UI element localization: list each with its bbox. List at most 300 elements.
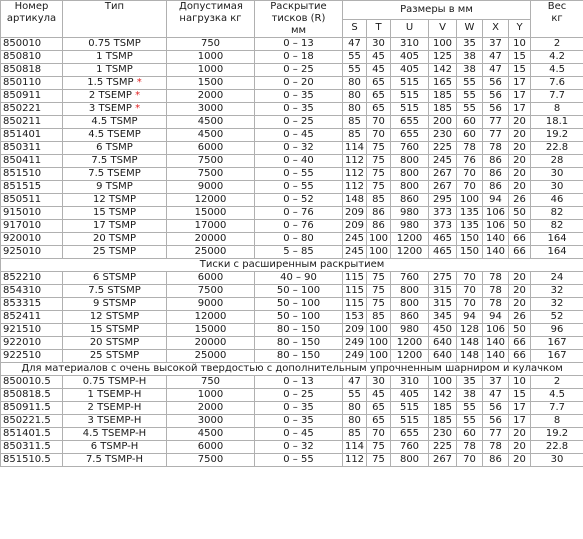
type-label: 4.5 TSEMP bbox=[88, 129, 141, 140]
footnote-star: * bbox=[136, 77, 142, 88]
dim-cell-x: 78 bbox=[483, 272, 509, 285]
opening-cell: 0 – 40 bbox=[255, 155, 343, 168]
dim-cell-t: 75 bbox=[367, 441, 391, 454]
dim-cell-u: 515 bbox=[391, 415, 429, 428]
dim-cell-x: 140 bbox=[483, 246, 509, 259]
dim-cell-u: 405 bbox=[391, 389, 429, 402]
table-row bbox=[1, 116, 583, 129]
weight-cell: 19.2 bbox=[531, 428, 583, 441]
type-cell bbox=[63, 155, 167, 168]
load-cell: 7500 bbox=[167, 285, 255, 298]
table-row bbox=[1, 272, 583, 285]
dim-cell-t: 86 bbox=[367, 207, 391, 220]
weight-cell: 24 bbox=[531, 272, 583, 285]
dim-cell-x: 56 bbox=[483, 415, 509, 428]
header-load: Допустимая нагрузка кг bbox=[167, 1, 255, 38]
dim-cell-t: 85 bbox=[367, 194, 391, 207]
article-cell: 850810 bbox=[1, 51, 63, 64]
dim-cell-t: 100 bbox=[367, 337, 391, 350]
dim-cell-y: 20 bbox=[509, 142, 531, 155]
dim-cell-x: 56 bbox=[483, 402, 509, 415]
dim-cell-w: 55 bbox=[457, 90, 483, 103]
dim-cell-s: 115 bbox=[343, 272, 367, 285]
opening-cell: 0 – 80 bbox=[255, 233, 343, 246]
dim-cell-x: 106 bbox=[483, 220, 509, 233]
type-label: 1 TSEMP-H bbox=[87, 389, 142, 400]
load-cell: 12000 bbox=[167, 311, 255, 324]
dim-cell-y: 20 bbox=[509, 129, 531, 142]
load-cell: 6000 bbox=[167, 272, 255, 285]
type-cell bbox=[63, 90, 167, 103]
article-cell: 850511 bbox=[1, 194, 63, 207]
article-cell: 925010 bbox=[1, 246, 63, 259]
dim-cell-u: 310 bbox=[391, 376, 429, 389]
dim-cell-s: 112 bbox=[343, 168, 367, 181]
type-label: 25 STSMP bbox=[89, 350, 140, 361]
table-row bbox=[1, 376, 583, 389]
type-cell bbox=[63, 324, 167, 337]
dim-cell-s: 249 bbox=[343, 337, 367, 350]
dim-cell-v: 275 bbox=[429, 272, 457, 285]
dim-cell-x: 106 bbox=[483, 207, 509, 220]
load-cell: 3000 bbox=[167, 415, 255, 428]
dim-cell-t: 100 bbox=[367, 233, 391, 246]
dim-cell-s: 148 bbox=[343, 194, 367, 207]
opening-cell: 0 – 18 bbox=[255, 51, 343, 64]
dim-cell-t: 70 bbox=[367, 129, 391, 142]
article-cell: 851401 bbox=[1, 129, 63, 142]
dim-cell-v: 185 bbox=[429, 103, 457, 116]
table-row bbox=[1, 207, 583, 220]
dim-cell-u: 860 bbox=[391, 311, 429, 324]
weight-cell: 4.5 bbox=[531, 389, 583, 402]
table-row bbox=[1, 103, 583, 116]
dim-cell-t: 75 bbox=[367, 142, 391, 155]
type-cell bbox=[63, 181, 167, 194]
header-dim-t: T bbox=[367, 19, 391, 38]
dim-cell-w: 100 bbox=[457, 194, 483, 207]
opening-cell: 0 – 45 bbox=[255, 129, 343, 142]
dim-cell-v: 315 bbox=[429, 285, 457, 298]
load-cell: 6000 bbox=[167, 441, 255, 454]
dim-cell-v: 267 bbox=[429, 168, 457, 181]
table-row bbox=[1, 51, 583, 64]
load-cell: 4500 bbox=[167, 129, 255, 142]
dim-cell-x: 106 bbox=[483, 324, 509, 337]
dim-cell-w: 135 bbox=[457, 220, 483, 233]
dim-cell-v: 142 bbox=[429, 389, 457, 402]
dim-cell-s: 55 bbox=[343, 64, 367, 77]
type-label: 20 STSMP bbox=[89, 337, 140, 348]
type-cell bbox=[63, 220, 167, 233]
table-row bbox=[1, 142, 583, 155]
type-label: 3 TSEMP-H bbox=[87, 415, 142, 426]
opening-cell: 0 – 13 bbox=[255, 38, 343, 51]
dim-cell-w: 70 bbox=[457, 181, 483, 194]
dim-cell-x: 78 bbox=[483, 142, 509, 155]
header-dim-x: X bbox=[483, 19, 509, 38]
dim-cell-y: 17 bbox=[509, 402, 531, 415]
weight-cell: 167 bbox=[531, 337, 583, 350]
dim-cell-w: 78 bbox=[457, 142, 483, 155]
dim-cell-u: 800 bbox=[391, 454, 429, 467]
weight-cell: 167 bbox=[531, 350, 583, 363]
dim-cell-t: 70 bbox=[367, 428, 391, 441]
opening-cell: 0 – 32 bbox=[255, 441, 343, 454]
dim-cell-y: 66 bbox=[509, 350, 531, 363]
table-row bbox=[1, 64, 583, 77]
load-cell: 9000 bbox=[167, 298, 255, 311]
dim-cell-x: 140 bbox=[483, 350, 509, 363]
opening-cell: 0 – 13 bbox=[255, 376, 343, 389]
dim-cell-u: 655 bbox=[391, 129, 429, 142]
dim-cell-u: 655 bbox=[391, 428, 429, 441]
dim-cell-u: 515 bbox=[391, 77, 429, 90]
dim-cell-y: 20 bbox=[509, 272, 531, 285]
load-cell: 20000 bbox=[167, 337, 255, 350]
load-cell: 15000 bbox=[167, 324, 255, 337]
weight-cell: 32 bbox=[531, 285, 583, 298]
dim-cell-y: 10 bbox=[509, 38, 531, 51]
dim-cell-w: 70 bbox=[457, 285, 483, 298]
load-cell: 20000 bbox=[167, 233, 255, 246]
dim-cell-v: 142 bbox=[429, 64, 457, 77]
type-cell bbox=[63, 311, 167, 324]
dim-cell-t: 70 bbox=[367, 116, 391, 129]
dim-cell-s: 85 bbox=[343, 116, 367, 129]
type-cell bbox=[63, 337, 167, 350]
dim-cell-w: 35 bbox=[457, 38, 483, 51]
load-cell: 1500 bbox=[167, 77, 255, 90]
load-cell: 4500 bbox=[167, 428, 255, 441]
dim-cell-t: 65 bbox=[367, 77, 391, 90]
type-label: 2 TSEMP-H bbox=[87, 402, 142, 413]
type-cell bbox=[63, 233, 167, 246]
dim-cell-s: 115 bbox=[343, 285, 367, 298]
weight-cell: 30 bbox=[531, 168, 583, 181]
dim-cell-w: 76 bbox=[457, 155, 483, 168]
article-cell: 850911.5 bbox=[1, 402, 63, 415]
dim-cell-w: 150 bbox=[457, 246, 483, 259]
dim-cell-v: 373 bbox=[429, 220, 457, 233]
dim-cell-w: 55 bbox=[457, 77, 483, 90]
article-cell: 922510 bbox=[1, 350, 63, 363]
dim-cell-x: 140 bbox=[483, 337, 509, 350]
dim-cell-x: 56 bbox=[483, 77, 509, 90]
header-dimensions: Размеры в мм bbox=[343, 1, 531, 20]
opening-cell: 50 – 100 bbox=[255, 298, 343, 311]
dim-cell-t: 75 bbox=[367, 181, 391, 194]
opening-cell: 50 – 100 bbox=[255, 285, 343, 298]
type-label: 17 TSMP bbox=[92, 220, 137, 231]
weight-cell: 164 bbox=[531, 246, 583, 259]
type-label: 1 TSMP bbox=[96, 64, 133, 75]
weight-cell: 2 bbox=[531, 38, 583, 51]
table-row bbox=[1, 402, 583, 415]
dim-cell-u: 860 bbox=[391, 194, 429, 207]
header-dim-v: V bbox=[429, 19, 457, 38]
dim-cell-y: 50 bbox=[509, 220, 531, 233]
dim-cell-u: 655 bbox=[391, 116, 429, 129]
dim-cell-x: 47 bbox=[483, 389, 509, 402]
dim-cell-y: 20 bbox=[509, 155, 531, 168]
dim-cell-s: 112 bbox=[343, 155, 367, 168]
dim-cell-s: 114 bbox=[343, 142, 367, 155]
dim-cell-y: 17 bbox=[509, 77, 531, 90]
dim-cell-v: 100 bbox=[429, 376, 457, 389]
type-cell bbox=[63, 246, 167, 259]
dim-cell-x: 56 bbox=[483, 90, 509, 103]
weight-cell: 7.7 bbox=[531, 402, 583, 415]
dim-cell-v: 315 bbox=[429, 298, 457, 311]
table-row bbox=[1, 194, 583, 207]
type-label: 7.5 TSMP-H bbox=[85, 454, 144, 465]
dim-cell-v: 185 bbox=[429, 90, 457, 103]
dim-cell-v: 245 bbox=[429, 155, 457, 168]
type-cell bbox=[63, 428, 167, 441]
type-label: 1.5 TSMP bbox=[87, 77, 134, 88]
dim-cell-u: 800 bbox=[391, 181, 429, 194]
table-row bbox=[1, 415, 583, 428]
section-extended-label: Тиски с расширенным раскрытием bbox=[1, 259, 583, 272]
dim-cell-t: 100 bbox=[367, 324, 391, 337]
dim-cell-s: 85 bbox=[343, 129, 367, 142]
load-cell: 1000 bbox=[167, 64, 255, 77]
weight-cell: 4.5 bbox=[531, 64, 583, 77]
dim-cell-v: 465 bbox=[429, 233, 457, 246]
article-cell: 851401.5 bbox=[1, 428, 63, 441]
dim-cell-x: 140 bbox=[483, 233, 509, 246]
type-cell bbox=[63, 103, 167, 116]
dim-cell-y: 20 bbox=[509, 454, 531, 467]
type-label: 3 TSEMP bbox=[88, 103, 132, 114]
table-row bbox=[1, 337, 583, 350]
weight-cell: 30 bbox=[531, 454, 583, 467]
dim-cell-t: 30 bbox=[367, 376, 391, 389]
dim-cell-y: 66 bbox=[509, 246, 531, 259]
dim-cell-v: 295 bbox=[429, 194, 457, 207]
dim-cell-y: 20 bbox=[509, 181, 531, 194]
dim-cell-x: 37 bbox=[483, 38, 509, 51]
load-cell: 7500 bbox=[167, 454, 255, 467]
dim-cell-y: 17 bbox=[509, 103, 531, 116]
dim-cell-x: 86 bbox=[483, 155, 509, 168]
dim-cell-u: 800 bbox=[391, 285, 429, 298]
type-cell bbox=[63, 376, 167, 389]
header-weight: Вес кг bbox=[531, 1, 583, 38]
load-cell: 7500 bbox=[167, 168, 255, 181]
dim-cell-y: 17 bbox=[509, 415, 531, 428]
table-row bbox=[1, 389, 583, 402]
type-cell bbox=[63, 454, 167, 467]
type-cell bbox=[63, 64, 167, 77]
dim-cell-s: 209 bbox=[343, 207, 367, 220]
type-cell bbox=[63, 51, 167, 64]
type-label: 1 TSMP bbox=[96, 51, 133, 62]
dim-cell-y: 20 bbox=[509, 168, 531, 181]
article-cell: 850221.5 bbox=[1, 415, 63, 428]
type-label: 6 TSMP bbox=[96, 142, 133, 153]
dim-cell-v: 185 bbox=[429, 415, 457, 428]
dim-cell-t: 75 bbox=[367, 155, 391, 168]
opening-cell: 0 – 25 bbox=[255, 64, 343, 77]
type-label: 2 TSEMP bbox=[88, 90, 132, 101]
dim-cell-x: 86 bbox=[483, 168, 509, 181]
opening-cell: 0 – 52 bbox=[255, 194, 343, 207]
table-row bbox=[1, 168, 583, 181]
article-cell: 850010 bbox=[1, 38, 63, 51]
dim-cell-s: 80 bbox=[343, 103, 367, 116]
dim-cell-t: 86 bbox=[367, 220, 391, 233]
load-cell: 4500 bbox=[167, 116, 255, 129]
type-label: 20 TSMP bbox=[92, 233, 137, 244]
dim-cell-s: 209 bbox=[343, 220, 367, 233]
dim-cell-t: 65 bbox=[367, 90, 391, 103]
load-cell: 6000 bbox=[167, 142, 255, 155]
opening-cell: 0 – 32 bbox=[255, 142, 343, 155]
article-cell: 852411 bbox=[1, 311, 63, 324]
type-cell bbox=[63, 38, 167, 51]
dim-cell-u: 980 bbox=[391, 220, 429, 233]
opening-cell: 0 – 76 bbox=[255, 220, 343, 233]
dim-cell-v: 345 bbox=[429, 311, 457, 324]
dim-cell-v: 450 bbox=[429, 324, 457, 337]
dim-cell-u: 800 bbox=[391, 298, 429, 311]
dim-cell-s: 85 bbox=[343, 428, 367, 441]
opening-cell: 80 – 150 bbox=[255, 337, 343, 350]
dim-cell-t: 45 bbox=[367, 389, 391, 402]
load-cell: 17000 bbox=[167, 220, 255, 233]
article-cell: 917010 bbox=[1, 220, 63, 233]
header-opening: Раскрытие тисков (R) мм bbox=[255, 1, 343, 38]
dim-cell-t: 100 bbox=[367, 246, 391, 259]
table-row bbox=[1, 90, 583, 103]
table-row bbox=[1, 298, 583, 311]
dim-cell-x: 47 bbox=[483, 64, 509, 77]
dim-cell-u: 405 bbox=[391, 51, 429, 64]
opening-cell: 0 – 35 bbox=[255, 103, 343, 116]
weight-cell: 22.8 bbox=[531, 441, 583, 454]
dim-cell-y: 15 bbox=[509, 64, 531, 77]
dim-cell-t: 45 bbox=[367, 64, 391, 77]
table-row bbox=[1, 181, 583, 194]
dim-cell-y: 50 bbox=[509, 207, 531, 220]
article-cell: 851510.5 bbox=[1, 454, 63, 467]
weight-cell: 32 bbox=[531, 298, 583, 311]
type-cell bbox=[63, 272, 167, 285]
dim-cell-x: 78 bbox=[483, 298, 509, 311]
opening-cell: 0 – 35 bbox=[255, 90, 343, 103]
dim-cell-u: 1200 bbox=[391, 233, 429, 246]
weight-cell: 82 bbox=[531, 220, 583, 233]
dim-cell-s: 80 bbox=[343, 90, 367, 103]
dim-cell-s: 80 bbox=[343, 402, 367, 415]
dim-cell-x: 47 bbox=[483, 51, 509, 64]
dim-cell-u: 515 bbox=[391, 402, 429, 415]
dim-cell-t: 75 bbox=[367, 298, 391, 311]
type-cell bbox=[63, 389, 167, 402]
weight-cell: 4.2 bbox=[531, 51, 583, 64]
opening-cell: 0 – 55 bbox=[255, 181, 343, 194]
type-cell bbox=[63, 298, 167, 311]
table-row bbox=[1, 155, 583, 168]
dim-cell-w: 70 bbox=[457, 168, 483, 181]
dim-cell-v: 125 bbox=[429, 51, 457, 64]
dim-cell-v: 640 bbox=[429, 350, 457, 363]
weight-cell: 82 bbox=[531, 207, 583, 220]
opening-cell: 5 – 85 bbox=[255, 246, 343, 259]
header-dim-s: S bbox=[343, 19, 367, 38]
dim-cell-w: 70 bbox=[457, 298, 483, 311]
load-cell: 3000 bbox=[167, 103, 255, 116]
opening-cell: 0 – 25 bbox=[255, 116, 343, 129]
opening-cell: 0 – 25 bbox=[255, 389, 343, 402]
opening-cell: 0 – 55 bbox=[255, 168, 343, 181]
load-cell: 750 bbox=[167, 38, 255, 51]
dim-cell-w: 55 bbox=[457, 103, 483, 116]
dim-cell-u: 1200 bbox=[391, 246, 429, 259]
dim-cell-v: 640 bbox=[429, 337, 457, 350]
dim-cell-v: 267 bbox=[429, 181, 457, 194]
type-cell bbox=[63, 77, 167, 90]
dim-cell-w: 70 bbox=[457, 272, 483, 285]
dim-cell-u: 310 bbox=[391, 38, 429, 51]
load-cell: 25000 bbox=[167, 246, 255, 259]
dim-cell-w: 94 bbox=[457, 311, 483, 324]
weight-cell: 28 bbox=[531, 155, 583, 168]
load-cell: 12000 bbox=[167, 194, 255, 207]
footnote-star: * bbox=[135, 103, 141, 114]
dim-cell-y: 20 bbox=[509, 116, 531, 129]
dim-cell-w: 60 bbox=[457, 428, 483, 441]
dim-cell-t: 85 bbox=[367, 311, 391, 324]
opening-cell: 0 – 35 bbox=[255, 402, 343, 415]
dim-cell-u: 1200 bbox=[391, 350, 429, 363]
type-label: 9 TSMP bbox=[96, 181, 133, 192]
dim-cell-v: 465 bbox=[429, 246, 457, 259]
header-dim-y: Y bbox=[509, 19, 531, 38]
article-cell: 852210 bbox=[1, 272, 63, 285]
article-cell: 850818.5 bbox=[1, 389, 63, 402]
dim-cell-s: 112 bbox=[343, 181, 367, 194]
dim-cell-s: 114 bbox=[343, 441, 367, 454]
dim-cell-u: 405 bbox=[391, 64, 429, 77]
header-article: Номер артикула bbox=[1, 1, 63, 38]
dim-cell-w: 55 bbox=[457, 415, 483, 428]
table-row bbox=[1, 233, 583, 246]
dim-cell-x: 56 bbox=[483, 103, 509, 116]
table-row bbox=[1, 324, 583, 337]
opening-cell: 50 – 100 bbox=[255, 311, 343, 324]
dim-cell-v: 185 bbox=[429, 402, 457, 415]
article-cell: 850911 bbox=[1, 90, 63, 103]
type-label: 7.5 TSEMP bbox=[88, 168, 141, 179]
weight-cell: 2 bbox=[531, 376, 583, 389]
dim-cell-s: 153 bbox=[343, 311, 367, 324]
dim-cell-w: 38 bbox=[457, 51, 483, 64]
load-cell: 9000 bbox=[167, 181, 255, 194]
table-row bbox=[1, 285, 583, 298]
dim-cell-x: 78 bbox=[483, 285, 509, 298]
article-cell: 921510 bbox=[1, 324, 63, 337]
dim-cell-t: 65 bbox=[367, 103, 391, 116]
type-label: 9 STSMP bbox=[92, 298, 136, 309]
dim-cell-w: 148 bbox=[457, 350, 483, 363]
table-row bbox=[1, 350, 583, 363]
type-label: 25 TSMP bbox=[92, 246, 137, 257]
dim-cell-x: 77 bbox=[483, 129, 509, 142]
dim-cell-w: 70 bbox=[457, 454, 483, 467]
